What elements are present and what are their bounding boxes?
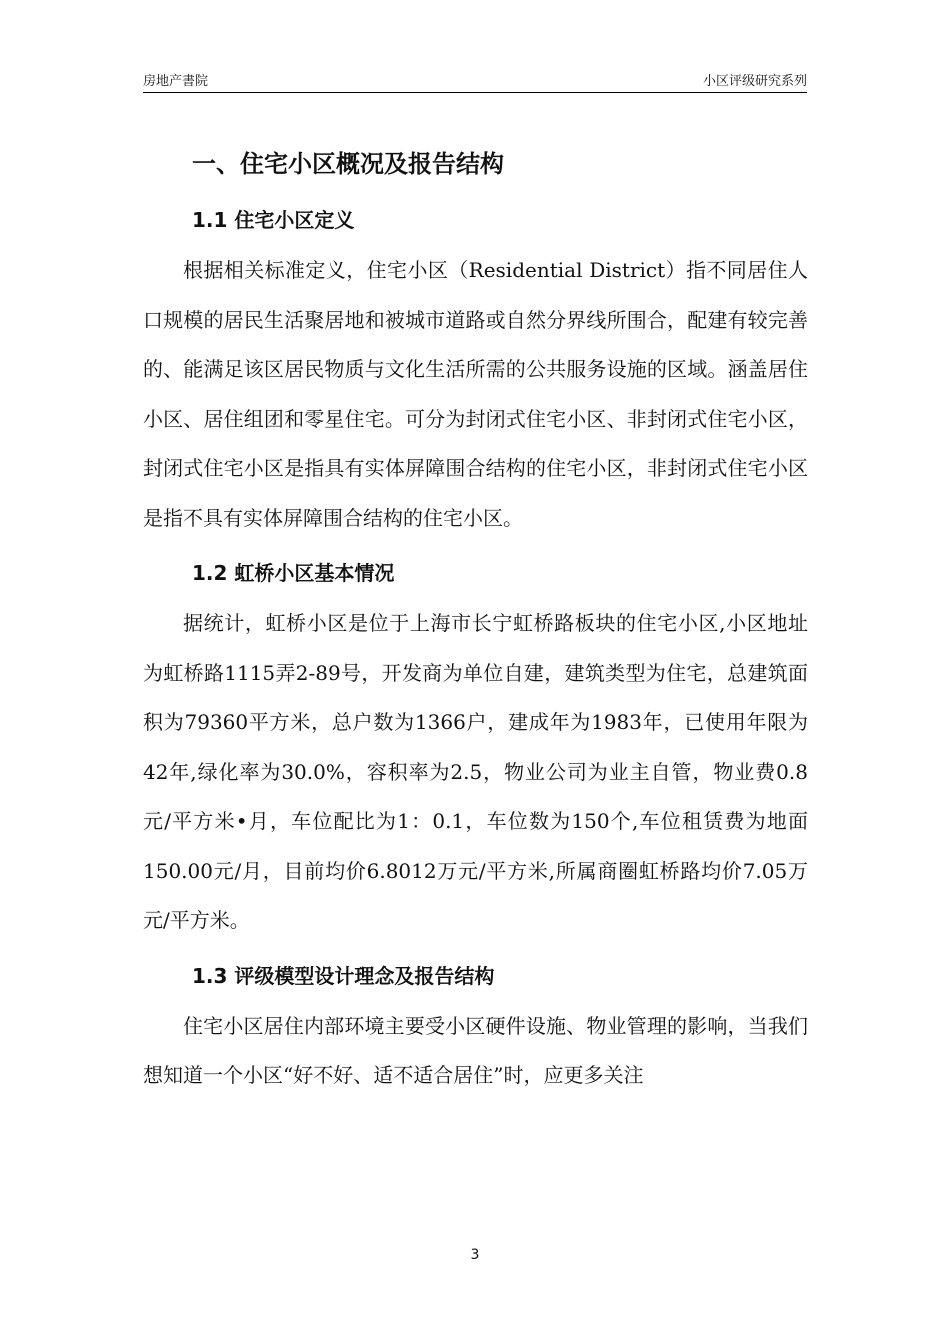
header-publisher: 房地产書院 [143, 74, 209, 89]
chapter-title: 一、住宅小区概况及报告结构 [192, 150, 504, 178]
page-header [143, 68, 807, 93]
section-paragraph-1-3: 住宅小区居住内部环境主要受小区硬件设施、物业管理的影响，当我们想知道一个小区“好不好、适不适合居住”时，应更多关注 [143, 1013, 808, 1087]
section-paragraph-1-2: 据统计，虹桥小区是位于上海市长宁虹桥路板块的住宅小区,小区地址为虹桥路1115弄2-89号，开发商为单位自建，建筑类型为住宅，总建筑面积为79360平方米，总户数为1366户，建成年为1983年，已使用年限为42年,绿化率为30.0%，容积率为2.5，物业公司为业主自管，物业费0.8元/平方米•月，车位配比为1：0.1，车位数为150个,车位租赁费为地面150.00元/月，目前均价6.8012万元/平方米,所属商圈虹桥路均价7.05万元/平方米。 [143, 611, 808, 932]
section-heading-1-1: 1.1 住宅小区定义 [192, 208, 355, 232]
header-series-title: 小区评级研究系列 [702, 74, 807, 89]
document-body [143, 140, 808, 1111]
section-heading-1-2: 1.2 虹桥小区基本情况 [192, 561, 395, 585]
section-paragraph-1-1: 根据相关标准定义，住宅小区（Residential District）指不同居住人口规模的居民生活聚居地和被城市道路或自然分界线所围合，配建有较完善的、能满足该区居民物质与文化生活所需的公共服务设施的区域。涵盖居住小区、居住组团和零星住宅。可分为封闭式住宅小区、非封闭式住宅小区，封闭式住宅小区是指具有实体屏障围合结构的住宅小区，非封闭式住宅小区是指不具有实体屏障围合结构的住宅小区。 [143, 258, 808, 530]
section-heading-1-3: 1.3 评级模型设计理念及报告结构 [192, 963, 495, 988]
page-number: 3 [470, 1247, 480, 1263]
